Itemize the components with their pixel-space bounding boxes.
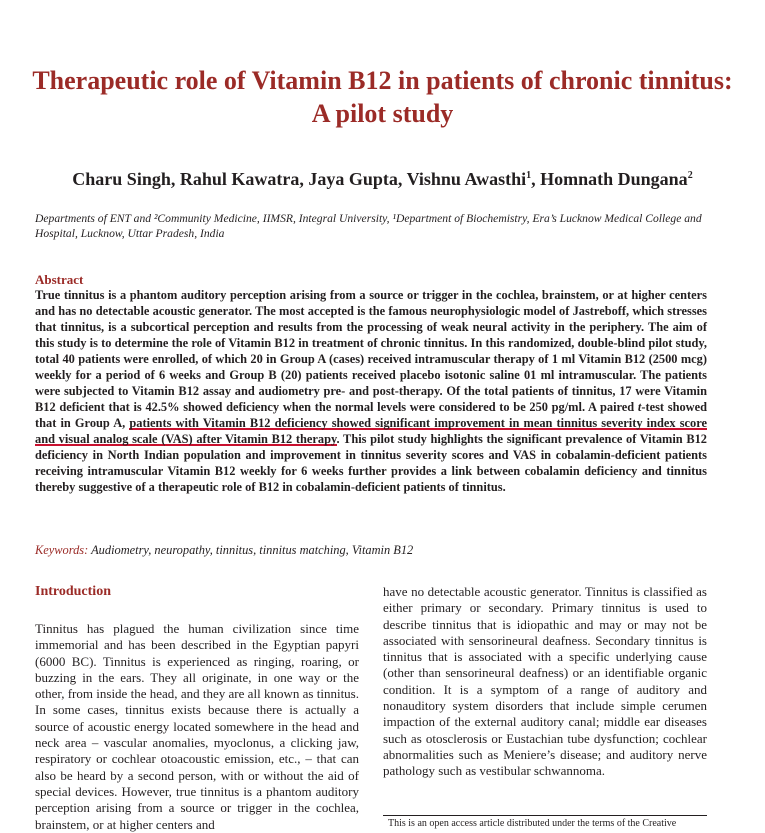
author-list: Charu Singh, Rahul Kawatra, Jaya Gupta, Vishnu Awasthi$^1$, Homnath Dungana$^2$ bbox=[72, 169, 693, 189]
author-affil-mark: 2 bbox=[687, 170, 693, 181]
author-name: Homnath Dungana bbox=[540, 169, 688, 189]
author-affil-mark: 1 bbox=[526, 170, 532, 181]
author-name: Vishnu Awasthi bbox=[406, 169, 527, 189]
abstract-highlighted-finding: patients with Vitamin B12 deficiency showed significant improvement in mean tinnitus severity index score and visual analog scale (VAS) after Vitamin B12 therapy bbox=[35, 416, 707, 446]
abstract-text: True tinnitus is a phantom auditory perception arising from a source or trigger in the cochlea, brainstem, or at higher centers and has no detectable acoustic generator. The most accepted is the famous neurophysiologic model of Jastreboff, which stresses that tinnitus, is a subcortical perception and results from the processing of weak neural activity in the periphery. The aim of this study is to determine the role of Vitamin B12 in treatment of chronic tinnitus. In this randomized, double-blind pilot study, total 40 patients were enrolled, of which 20 in Group A (cases) received intramuscular therapy of 1 ml Vitamin B12 (2500 mcg) weekly for a period of 6 weeks and Group B (20) patients received placebo isotonic saline 01 ml intramuscular. The patients were subjected to Vitamin B12 assay and audiometry pre- and post-therapy. Of the total patients of tinnitus, 17 were Vitamin B12 deficient that is 42.5% showed deficiency when the normal levels were considered to be 250 pg/ml. A paired bbox=[35, 288, 707, 414]
abstract-text: . This pilot study highlights the significant prevalence of Vitamin B12 deficiency in North Indian population and improvement in tinnitus severity scores and VAS in cobalamin-deficient patients receiving intramuscular Vitamin B12 weekly for 6 weeks further provides a link between cobalamin deficiency and tinnitus thereby suggestive of a therapeutic role of B12 in cobalamin-deficient patients of tinnitus. bbox=[35, 432, 708, 494]
introduction-left-column: Tinnitus has plagued the human civilization since time immemorial and has been described in the Egyptian papyri (6000 BC). Tinnitus is experienced as ringing, roaring, or buzzing in the ears. They all originate, in one way or the other, from inside the head, and they are all known as tinnitus. In some cases, tinnitus exists because there is actually a source of acoustic energy located somewhere in the head and neck area – vascular anomalies, myoclonus, a clicking jaw, respiratory or cochlear otoacoustic emission, etc., – that can also be heard by a second person, with or without the aid of special devices. However, true tinnitus is a phantom auditory perception arising from a source or trigger in the cochlea, brainstem, or at higher centers and bbox=[35, 621, 359, 832]
abstract-body bbox=[35, 287, 707, 495]
keywords-list: Audiometry, neuropathy, tinnitus, tinnitus matching, Vitamin B12 bbox=[91, 543, 414, 557]
author-name: Jaya Gupta bbox=[308, 169, 398, 189]
introduction-heading: Introduction bbox=[35, 584, 111, 599]
author-name: Rahul Kawatra bbox=[179, 169, 300, 189]
keywords-line bbox=[35, 542, 730, 558]
introduction-right-column: have no detectable acoustic generator. Tinnitus is classified as either primary or secondary. Primary tinnitus is used to describe tinnitus that is idiopathic and may or may not be associated with sensorineural deafness. Secondary tinnitus is tinnitus that is associated with a specific underlying cause (other than sensorineural deafness) or an identifiable organic condition. It is a symptom of a range of auditory and nonauditory system disorders that include simple cerumen impaction of the external auditory canal; middle ear diseases such as otosclerosis or Eustachian tube dysfunction; cochlear abnormalities such as Meniere’s disease; and auditory nerve pathology such as vestibular schwannoma. bbox=[383, 584, 707, 779]
abstract-heading: Abstract bbox=[35, 272, 84, 287]
abstract-text: -test showed that in Group A, bbox=[35, 400, 707, 430]
keywords-label: Keywords: bbox=[35, 543, 89, 557]
abstract-italic-t: t bbox=[637, 400, 642, 414]
license-footnote: This is an open access article distributed under the terms of the Creative bbox=[388, 818, 677, 829]
footnote-divider bbox=[383, 815, 707, 816]
affiliations: Departments of ENT and ²Community Medicine, IIMSR, Integral University, ¹Department of Biochemistry, Era’s Lucknow Medical College and Hospital, Lucknow, Uttar Pradesh, India bbox=[35, 212, 702, 240]
paper-title: Therapeutic role of Vitamin B12 in patients of chronic tinnitus: A pilot study bbox=[32, 66, 733, 128]
author-name: Charu Singh bbox=[72, 169, 171, 189]
